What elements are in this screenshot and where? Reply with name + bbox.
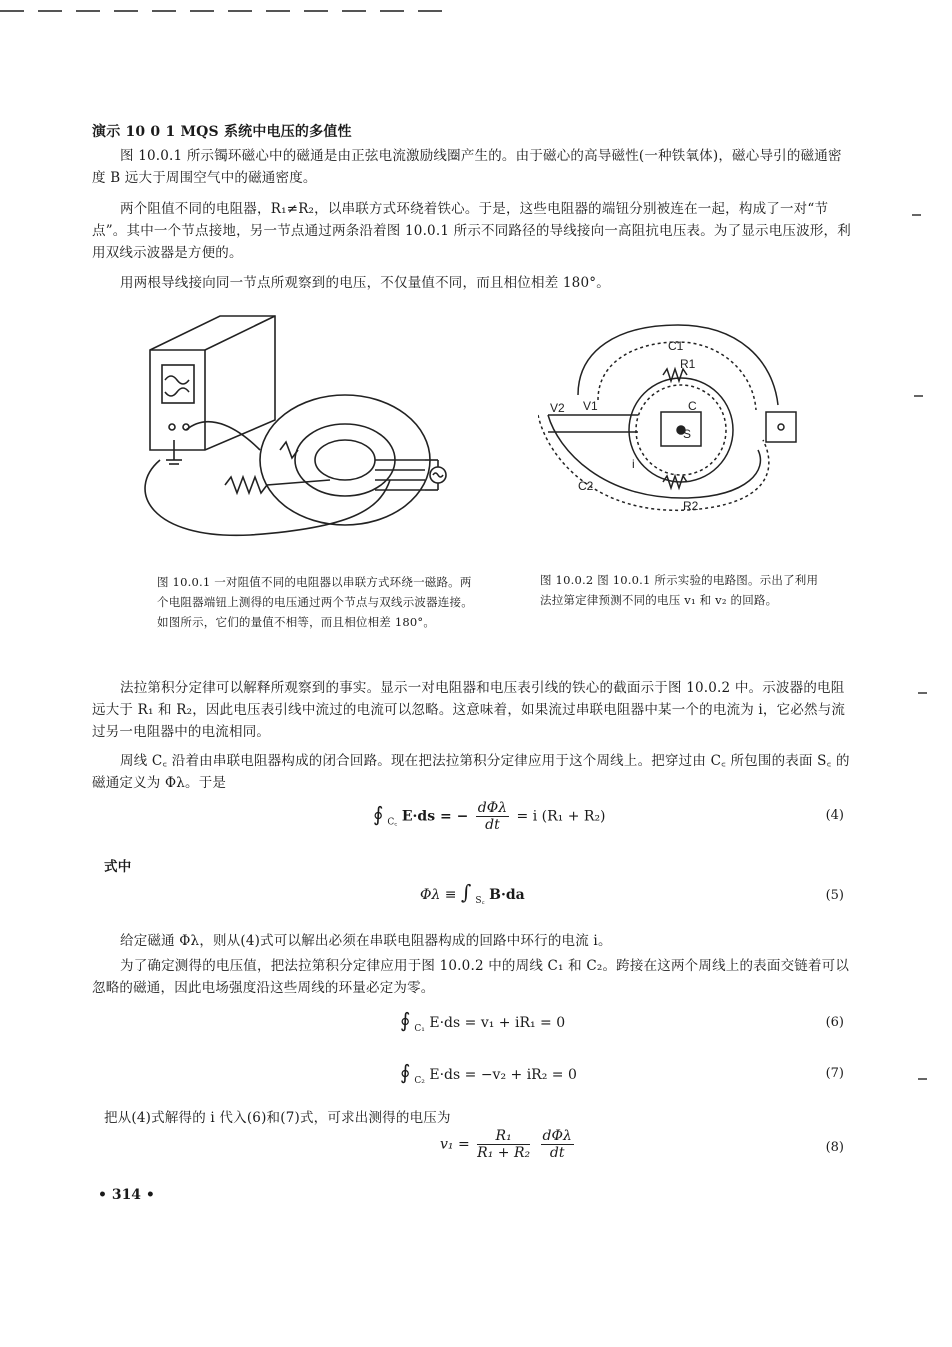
figure-1-caption: 图 10.0.1 一对阻值不同的电阻器以串联方式环绕一磁路。两个电阻器端钮上测得的电压通过两个节点与双线示波器连接。如图所示，它们的量值不相等，而且相位相差 180°。	[157, 575, 473, 629]
eq4-subscript: C꜀	[387, 817, 398, 828]
eq5-lhs: Φλ ≡	[420, 887, 457, 903]
page-number: • 314 •	[98, 1187, 155, 1203]
equation-4-number: (4)	[825, 808, 844, 823]
equation-5: Φλ ≡ ∫ $_{S꜀}$ B·da	[420, 880, 525, 906]
label-v2: V2	[550, 401, 565, 415]
equation-8-number: (8)	[825, 1140, 844, 1155]
eq8-num2: dΦλ	[542, 1128, 572, 1144]
label-i: i	[632, 457, 635, 471]
eq7-subscript: C₂	[414, 1076, 425, 1086]
eq5-rhs: B·da	[489, 887, 525, 903]
equation-7-number: (7)	[825, 1066, 844, 1081]
section-heading: 演示 10 0 1 MQS 系统中电压的多值性	[92, 124, 352, 140]
equation-7: ∮ $_{C_2}$ E·ds = −v₂ + iR₂ = 0	[400, 1060, 577, 1086]
paragraph-5: 周线 C꜀ 沿着由串联电阻器构成的闭合回路。现在把法拉第积分定律应用于这个周线上。把穿过由 C꜀ 所包围的表面 S꜀ 的磁通定义为 Φλ。于是	[92, 753, 850, 791]
margin-mark	[918, 1078, 927, 1080]
margin-mark	[912, 214, 921, 216]
paragraph-8: 把从(4)式解得的 i 代入(6)和(7)式，可求出测得的电压为	[104, 1110, 451, 1126]
paragraph-1: 图 10.0.1 所示镯环磁心中的磁通是由正弦电流激励线圈产生的。由于磁心的高导磁性(一种铁氧体)，磁心导引的磁通密度 B 远大于周围空气中的磁通密度。	[92, 148, 842, 186]
equation-6-number: (6)	[825, 1015, 844, 1030]
paragraph-6: 给定磁通 Φλ，则从(4)式可以解出必须在串联电阻器构成的回路中环行的电流 i。	[120, 933, 612, 949]
shizhong-label: 式中	[104, 859, 132, 875]
label-s: S	[683, 427, 692, 441]
eq8-den1: R₁ + R₂	[477, 1145, 531, 1161]
paragraph-4: 法拉第积分定律可以解释所观察到的事实。显示一对电阻器和电压表引线的铁心的截面示于图 10.0.2 中。示波器的电阻远大于 R₁ 和 R₂，因此电压表引线中流过的电流可以忽略。这意味着，如果流过串联电阻器中某一个的电流为 i，它必然与流过另一电阻器中的电流相同。	[92, 680, 846, 740]
eq8-num1: R₁	[477, 1128, 530, 1145]
equation-5-number: (5)	[825, 888, 844, 903]
equation-4: ∮ $_{C꜀}$ E·ds = − $\frac{\text{dΦλ}}{dt}$ = i (R₁ + R₂)	[373, 800, 606, 833]
label-c2: C2	[578, 479, 594, 493]
label-c1: C1	[668, 339, 684, 353]
label-r1: R1	[680, 357, 696, 371]
figure-2-caption: 图 10.0.2 图 10.0.1 所示实验的电路图。示出了利用法拉第定律预测不同的电压 v₁ 和 v₂ 的回路。	[540, 573, 819, 607]
eq4-num: dΦλ	[477, 800, 508, 816]
eq5-subscript: S꜀	[475, 896, 485, 906]
margin-mark	[914, 395, 923, 397]
paragraph-7: 为了确定测得的电压值，把法拉第积分定律应用于图 10.0.2 中的周线 C₁ 和 C₂。跨接在这两个周线上的表面交链着可以忽略的磁通，因此电场强度沿这些周线的环量必定为零。	[92, 958, 850, 996]
figure-10-0-1-apparatus	[130, 310, 470, 550]
eq8-lhs: v₁ =	[440, 1136, 470, 1153]
eq4-den: dt	[485, 817, 500, 833]
margin-mark	[918, 692, 927, 694]
eq6-subscript: C₁	[414, 1024, 425, 1034]
eq8-den2: dt	[549, 1145, 565, 1161]
paragraph-2: 两个阻值不同的电阻器，R₁≠R₂，以串联方式环绕着铁心。于是，这些电阻器的端钮分别被连在一起，构成了一对“节点”。其中一个节点接地，另一节点通过两条沿着图 10.0.1 所示不同路径的导线接向一高阻抗电压表。为了显示电压波形，利用双线示波器是方便的。	[92, 201, 851, 261]
label-r2: R2	[683, 499, 699, 513]
eq7-body: E·ds = −v₂ + iR₂ = 0	[429, 1067, 577, 1083]
label-c: C	[688, 399, 697, 413]
figure-10-0-2-circuit	[538, 320, 828, 520]
eq6-body: E·ds = v₁ + iR₁ = 0	[429, 1015, 566, 1031]
eq4-lhs: E·ds = −	[401, 808, 469, 825]
eq4-rhs: = i (R₁ + R₂)	[516, 808, 606, 825]
paragraph-3: 用两根导线接向同一节点所观察到的电压，不仅量值不同，而且相位相差 180°。	[120, 275, 610, 291]
equation-8	[440, 1128, 577, 1161]
label-v1: V1	[583, 399, 598, 413]
equation-6: ∮ $_{C_1}$ E·ds = v₁ + iR₁ = 0	[400, 1008, 566, 1034]
